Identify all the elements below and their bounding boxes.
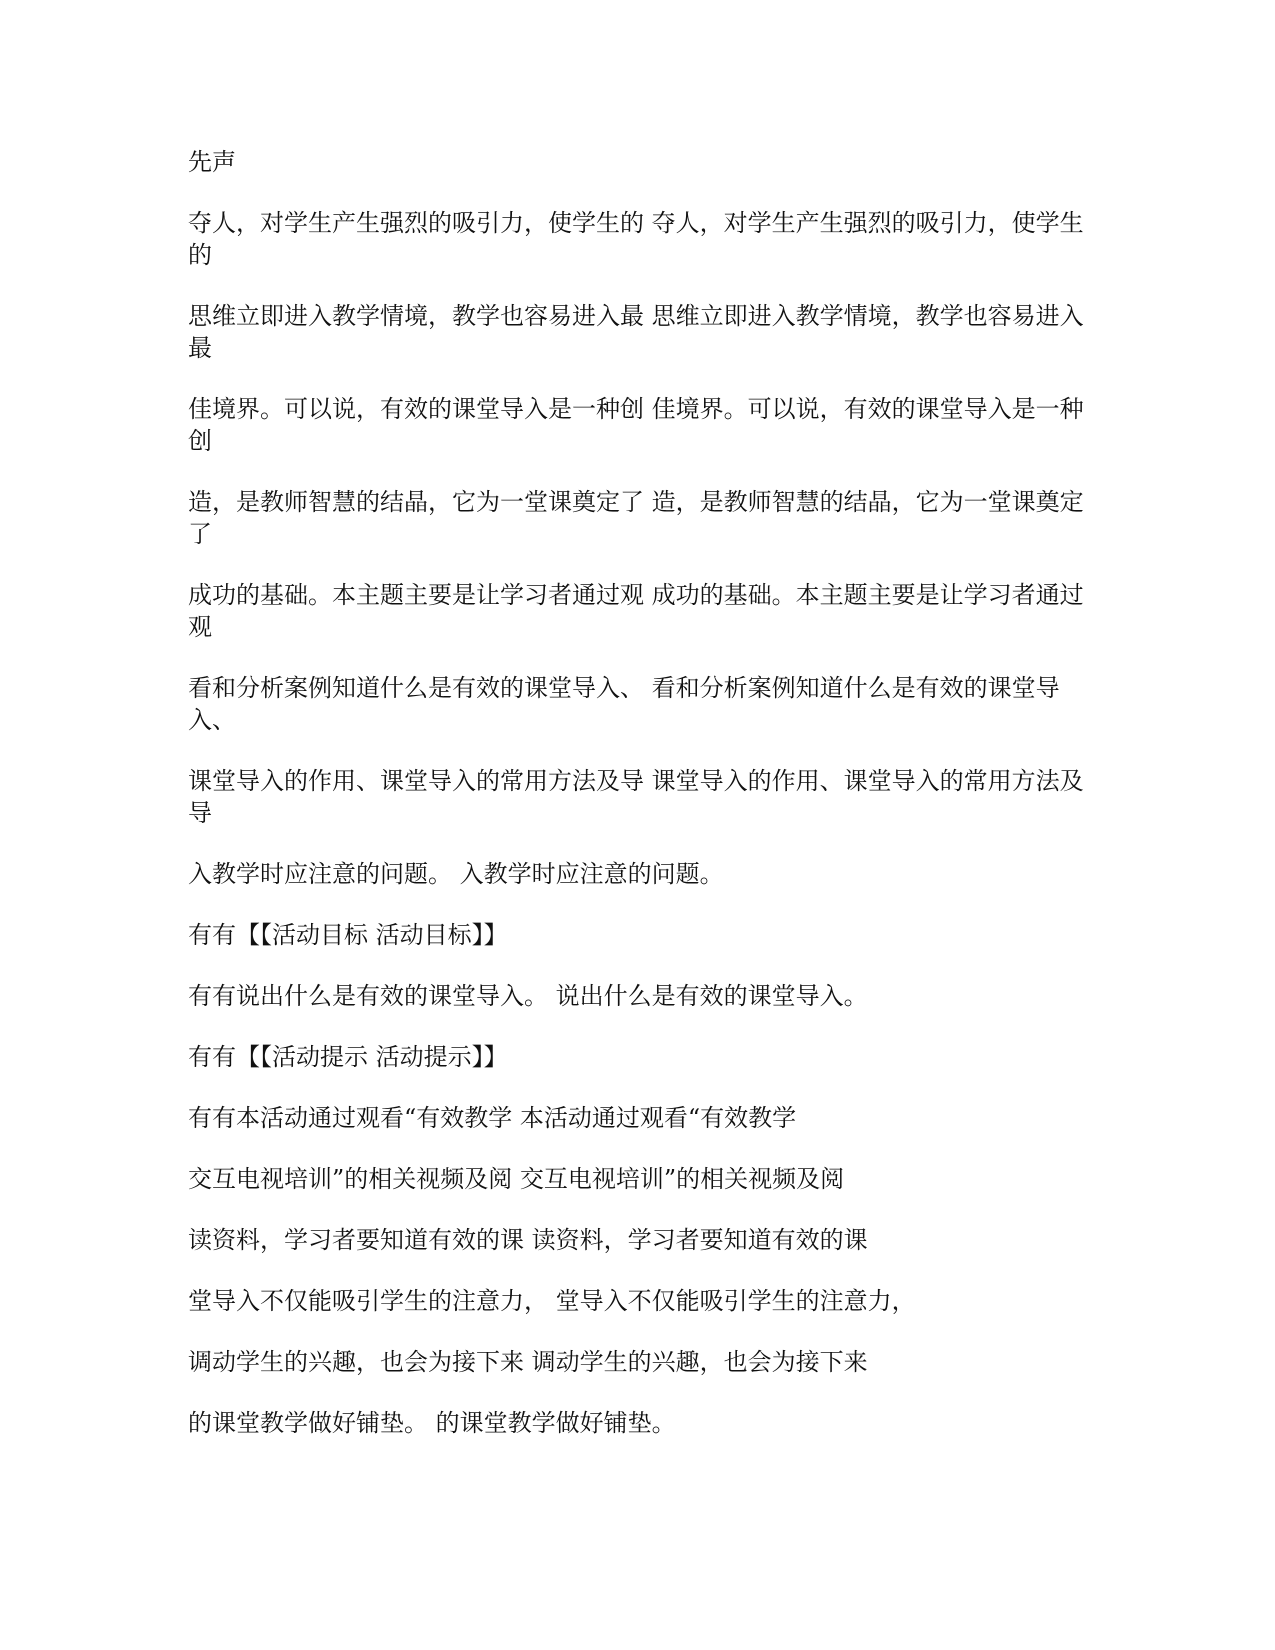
paragraph-line: 佳境界。可以说，有效的课堂导入是一种创 佳境界。可以说，有效的课堂导入是一种创 (188, 395, 1084, 455)
paragraph-line: 读资料，学习者要知道有效的课 读资料，学习者要知道有效的课 (188, 1226, 868, 1254)
paragraph-line: 有有本活动通过观看“有效教学 本活动通过观看“有效教学 (188, 1104, 797, 1132)
paragraph-line: 造，是教师智慧的结晶，它为一堂课奠定了 造，是教师智慧的结晶，它为一堂课奠定了 (188, 488, 1084, 548)
paragraph-line: 课堂导入的作用、课堂导入的常用方法及导 课堂导入的作用、课堂导入的常用方法及导 (188, 767, 1084, 827)
paragraph-line: 调动学生的兴趣，也会为接下来 调动学生的兴趣，也会为接下来 (188, 1348, 868, 1376)
paragraph-line: 堂导入不仅能吸引学生的注意力， 堂导入不仅能吸引学生的注意力， (188, 1287, 916, 1315)
paragraph-line: 思维立即进入教学情境，教学也容易进入最 思维立即进入教学情境，教学也容易进入最 (188, 302, 1084, 362)
paragraph-line: 有有说出什么是有效的课堂导入。 说出什么是有效的课堂导入。 (188, 982, 868, 1010)
section-heading-activity-goal: 有有【【活动目标 活动目标】】 (188, 921, 508, 949)
paragraph-line: 看和分析案例知道什么是有效的课堂导入、 看和分析案例知道什么是有效的课堂导入、 (188, 674, 1060, 734)
paragraph-line: 成功的基础。本主题主要是让学习者通过观 成功的基础。本主题主要是让学习者通过观 (188, 581, 1084, 641)
paragraph-line: 入教学时应注意的问题。 入教学时应注意的问题。 (188, 860, 724, 888)
document-body (188, 146, 1088, 1468)
paragraph-line: 的课堂教学做好铺垫。 的课堂教学做好铺垫。 (188, 1409, 676, 1437)
paragraph-line: 夺人，对学生产生强烈的吸引力，使学生的 夺人，对学生产生强烈的吸引力，使学生的 (188, 209, 1084, 269)
section-heading-activity-tips: 有有【【活动提示 活动提示】】 (188, 1043, 508, 1071)
paragraph-intro-fragment: 先声 (188, 148, 236, 176)
paragraph-line: 交互电视培训”的相关视频及阅 交互电视培训”的相关视频及阅 (188, 1165, 845, 1193)
